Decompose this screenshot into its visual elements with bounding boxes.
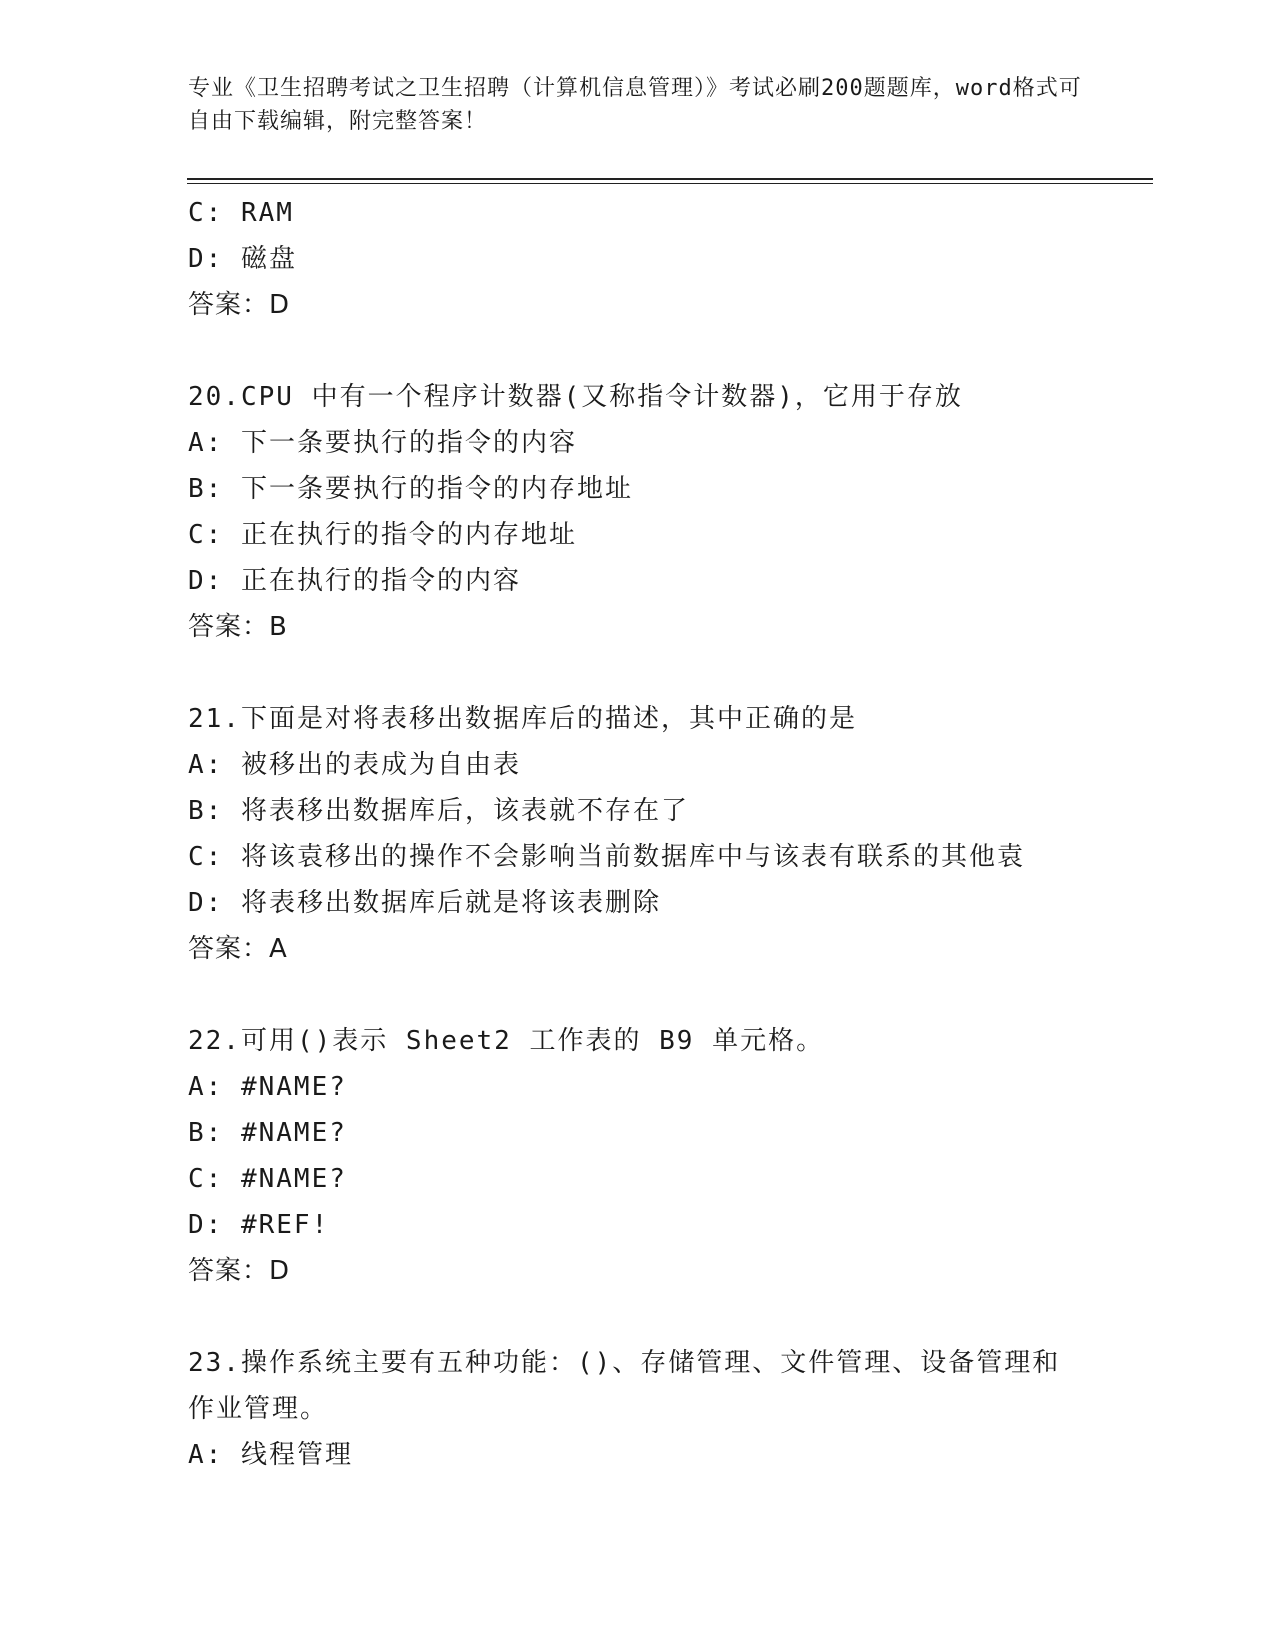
option-d: D: 磁盘 (188, 244, 297, 274)
answer-text: 答案：B (188, 612, 288, 642)
option-c: C: 将该袁移出的操作不会影响当前数据库中与该表有联系的其他袁 (188, 842, 1025, 872)
question-stem: 22.可用()表示 Sheet2 工作表的 B9 单元格。 (188, 1026, 825, 1056)
option-c: C: #NAME? (188, 1164, 347, 1194)
option-a: A: 线程管理 (188, 1440, 353, 1470)
option-a: A: 被移出的表成为自由表 (188, 750, 521, 780)
question-21 (188, 696, 1088, 972)
answer-text: 答案：D (188, 1256, 291, 1286)
header-divider-thick (187, 178, 1153, 180)
spacer (188, 328, 1088, 374)
question-19 (188, 190, 1088, 328)
spacer (188, 972, 1088, 1018)
question-22 (188, 1018, 1088, 1294)
option-c: C: 正在执行的指令的内存地址 (188, 520, 577, 550)
option-a: A: 下一条要执行的指令的内容 (188, 428, 577, 458)
question-list (188, 190, 1088, 1478)
option-d: D: 正在执行的指令的内容 (188, 566, 521, 596)
option-d: D: #REF! (188, 1210, 330, 1240)
spacer (188, 650, 1088, 696)
option-a: A: #NAME? (188, 1072, 347, 1102)
option-b: B: #NAME? (188, 1118, 347, 1148)
question-stem: 21.下面是对将表移出数据库后的描述，其中正确的是 (188, 704, 857, 734)
spacer (188, 1294, 1088, 1340)
answer-text: 答案：A (188, 934, 288, 964)
option-b: B: 下一条要执行的指令的内存地址 (188, 474, 633, 504)
question-stem: 23.操作系统主要有五种功能：()、存储管理、文件管理、设备管理和作业管理。 (188, 1348, 1061, 1424)
option-c: C: RAM (188, 198, 294, 228)
header-divider-thin (187, 183, 1153, 184)
option-b: B: 将表移出数据库后，该表就不存在了 (188, 796, 689, 826)
question-20 (188, 374, 1088, 650)
question-23 (188, 1340, 1088, 1478)
option-d: D: 将表移出数据库后就是将该表删除 (188, 888, 661, 918)
answer-text: 答案：D (188, 290, 291, 320)
question-stem: 20.CPU 中有一个程序计数器(又称指令计数器)，它用于存放 (188, 382, 963, 412)
document-header: 专业《卫生招聘考试之卫生招聘（计算机信息管理）》考试必刷200题题库，word格式可自由下载编辑，附完整答案！ (188, 76, 1082, 134)
